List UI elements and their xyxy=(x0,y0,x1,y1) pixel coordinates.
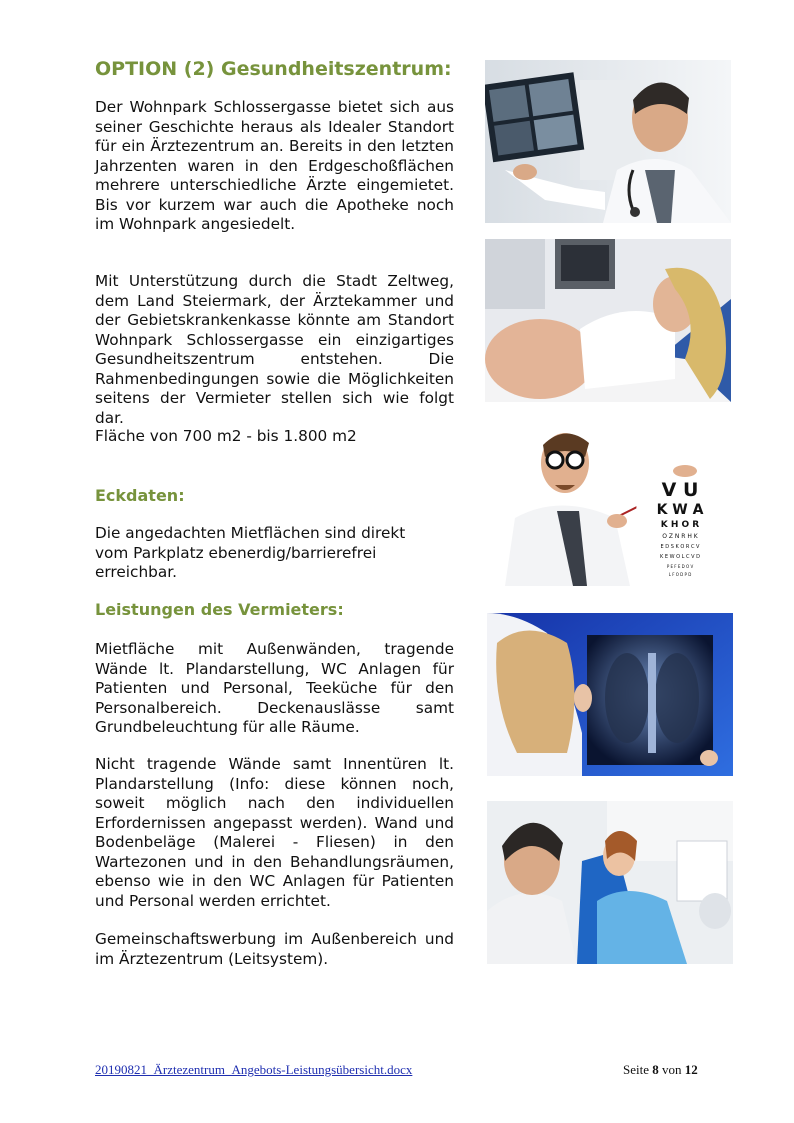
section-heading-leistungen: Leistungen des Vermieters: xyxy=(95,600,344,619)
eye-chart-row-4: O Z N R H K xyxy=(662,533,698,540)
page-title: OPTION (2) Gesundheitszentrum: xyxy=(95,58,452,80)
paragraph-intro: Der Wohnpark Schlossergasse bietet sich aus seiner Geschichte heraus als Idealer Standort für ein Ärztezentrum an. Bereits in den letzten Jahrzenten waren in den Erdgeschoßflächen mehrere unterschiedliche Ärzte eingemietet. Bis vor kurzem war auch die Apotheke noch im Wohnpark angesiedelt. xyxy=(95,98,454,233)
photo-pregnant-ultrasound xyxy=(485,239,731,402)
paragraph-support: Mit Unterstützung durch die Stadt Zeltweg, dem Land Steiermark, der Ärztekammer und der Gebietskrankenkasse könnte am Standort Wohnpark Schlossergasse ein einzigartiges Gesundheitszentrum entstehen. Die Rahmenbedingungen sowie die Möglichkeiten seitens der Vermieter stellen sich wie folgt dar. xyxy=(95,272,454,427)
eye-chart-row-7: P E F E D O V xyxy=(666,564,694,569)
eye-chart-row-6: K E W O L C V D xyxy=(660,554,700,560)
photo-doctor-xray xyxy=(485,60,731,223)
paragraph-access: Die angedachten Mietflächen sind direkt vom Parkplatz ebenerdig/barrierefrei erreichbar. xyxy=(95,524,406,581)
eye-chart-row-8: L F O D P D xyxy=(668,572,692,577)
eye-chart-row-1: V U xyxy=(661,479,699,501)
section-heading-eckdaten: Eckdaten: xyxy=(95,486,185,505)
paragraph-services-1: Mietfläche mit Außenwänden, tragende Wände lt. Plandarstellung, WC Anlagen für Patienten und Personal, Teeküche für den Personalbereich. Deckenauslässe samt Grundbeleuchtung für alle Räume. xyxy=(95,640,454,736)
paragraph-services-3: Gemeinschaftswerbung im Außenbereich und im Ärztezentrum (Leitsystem). xyxy=(95,930,454,968)
footer-page-number: Seite 8 von 12 xyxy=(623,1062,698,1077)
eye-chart-row-3: K H O R xyxy=(660,520,700,530)
paragraph-services-2: Nicht tragende Wände samt Innentüren lt. Plandarstellung (Info: diese können noch, soweit möglich nach den individuellen Erfordernissen angepasst werden). Wand und Bodenbeläge (Malerei - Fliesen) in den Wartezonen und in den Behandlungsräumen, ebenso wie in den WC Anlagen für Patienten und Personal werden errichtet. xyxy=(95,755,454,910)
paragraph-area: Fläche von 700 m2 - bis 1.800 m2 xyxy=(95,427,357,445)
footer-file-link[interactable]: 20190821_Ärztezentrum_Angebots-Leistungsübersicht.docx xyxy=(95,1062,413,1077)
photo-eye-chart xyxy=(505,423,723,586)
eye-chart-row-5: E D S K O R C V xyxy=(660,544,700,550)
photo-chest-xray xyxy=(487,613,733,776)
eye-chart-row-2: K W A xyxy=(656,502,704,518)
photo-dentist xyxy=(487,801,733,964)
